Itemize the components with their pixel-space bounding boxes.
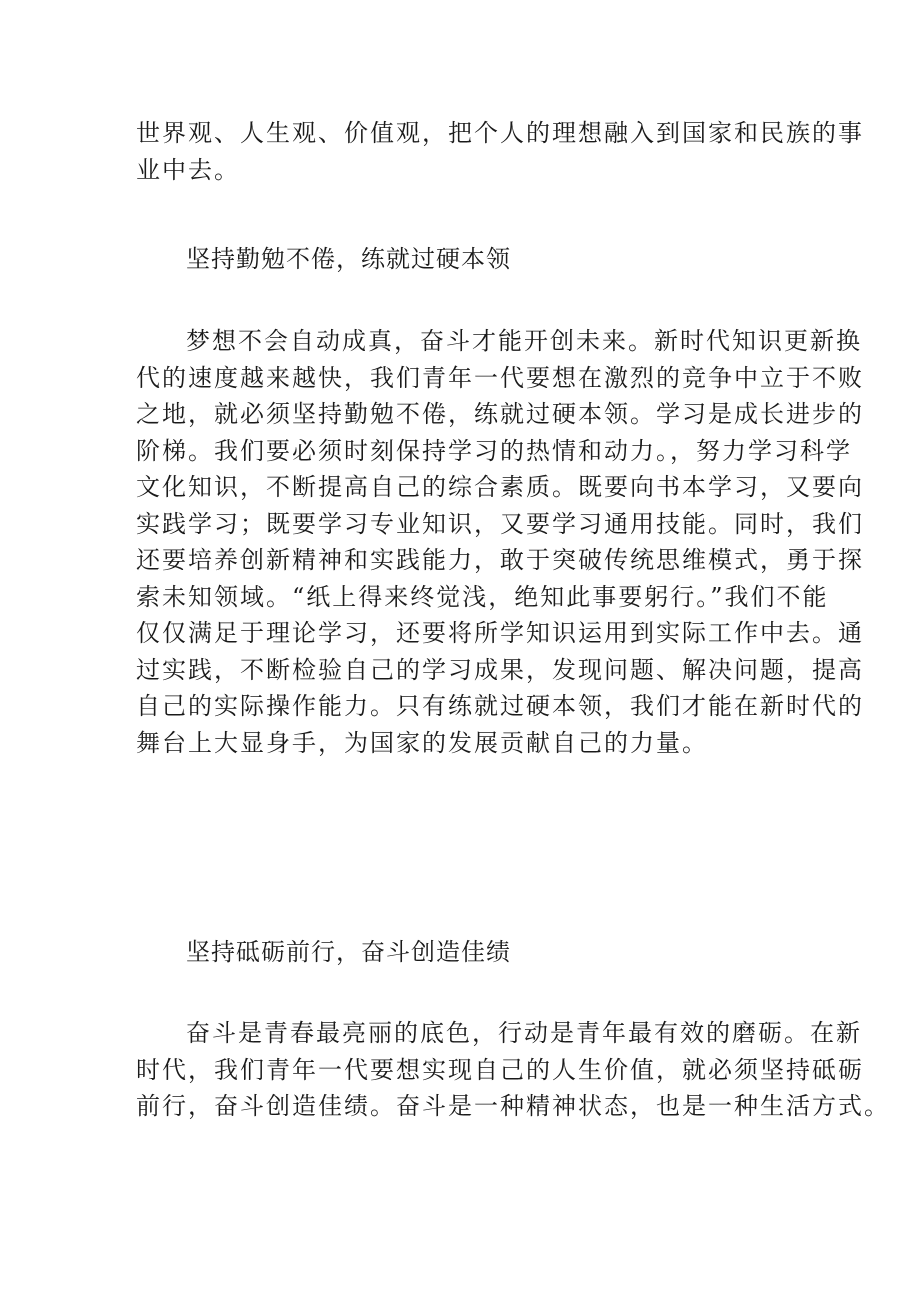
paragraph-1 [136, 115, 864, 188]
paragraph-line: 业中去。 [136, 155, 240, 184]
paragraph-2 [136, 323, 864, 761]
paragraph-line: 时代，我们青年一代要想实现自己的人生价值，就必须坚持砥砺 [136, 1055, 864, 1084]
section-heading-2: 坚持砥砺前行，奋斗创造佳绩 [186, 938, 511, 966]
paragraph-line: 仅仅满足于理论学习，还要将所学知识运用到实际工作中去。通 [136, 619, 864, 647]
paragraph-3 [136, 1015, 890, 1125]
paragraph-line: 前行，奋斗创造佳绩。奋斗是一种精神状态，也是一种生活方式。 [136, 1092, 890, 1120]
paragraph-line: 索未知领域。“纸上得来终觉浅，绝知此事要躬行。”我们不能 [136, 582, 829, 611]
paragraph-line: 舞台上大显身手，为国家的发展贡献自己的力量。 [136, 728, 708, 757]
paragraph-line: 代的速度越来越快，我们青年一代要想在激烈的竞争中立于不败 [136, 363, 864, 392]
paragraph-line: 梦想不会自动成真，奋斗才能开创未来。新时代知识更新换 [186, 327, 862, 355]
paragraph-line: 实践学习；既要学习专业知识，又要学习通用技能。同时，我们 [136, 509, 864, 538]
section-heading-1: 坚持勤勉不倦，练就过硬本领 [186, 245, 511, 273]
paragraph-line: 还要培养创新精神和实践能力，敢于突破传统思维模式，勇于探 [136, 546, 864, 574]
paragraph-line: 过实践，不断检验自己的学习成果，发现问题、解决问题，提高 [136, 655, 864, 684]
paragraph-line: 之地，就必须坚持勤勉不倦，练就过硬本领。学习是成长进步的 [136, 400, 864, 428]
paragraph-line: 阶梯。我们要必须时刻保持学习的热情和动力。，努力学习科学 [136, 436, 852, 465]
paragraph-line: 奋斗是青春最亮丽的底色，行动是青年最有效的磨砺。在新 [186, 1019, 862, 1047]
paragraph-line: 世界观、人生观、价值观，把个人的理想融入到国家和民族的事 [136, 119, 864, 147]
paragraph-line: 文化知识，不断提高自己的综合素质。既要向书本学习，又要向 [136, 473, 864, 501]
paragraph-line: 自己的实际操作能力。只有练就过硬本领，我们才能在新时代的 [136, 692, 864, 720]
